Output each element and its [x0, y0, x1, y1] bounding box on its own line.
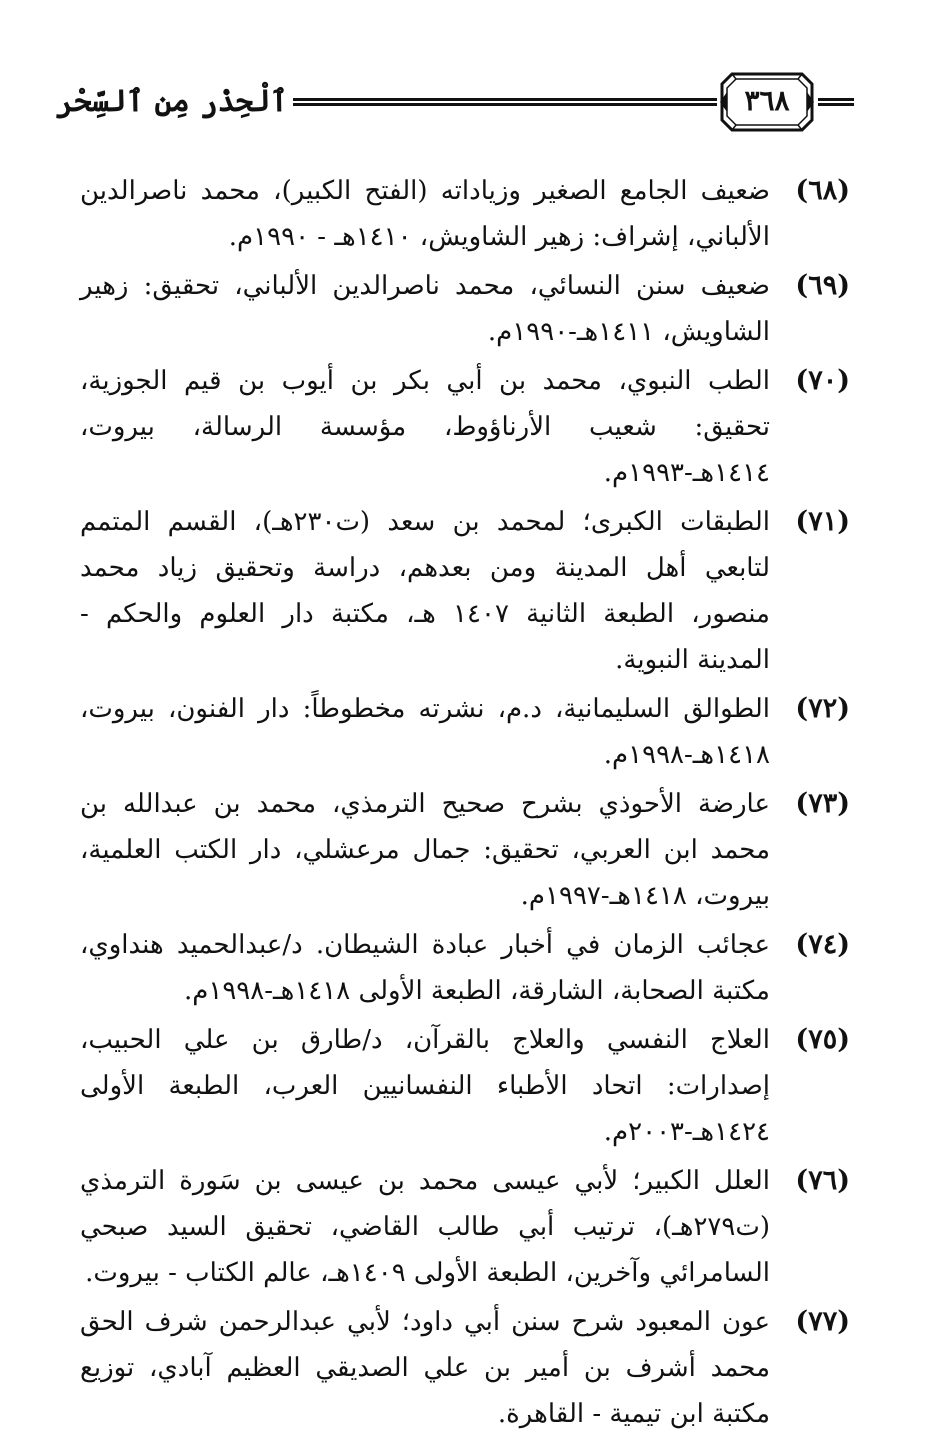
- entry-text: الطوالق السليمانية، د.م، نشرته مخطوطاً: دار الفنون، بيروت، ١٤١٨هـ-١٩٩٨م.: [80, 694, 770, 770]
- bibliography-entry: [80, 686, 850, 778]
- bibliography-entry: [80, 781, 850, 919]
- entry-number: (٧٢): [795, 693, 850, 724]
- entry-text: الطب النبوي، محمد بن أبي بكر بن أيوب بن قيم الجوزية، تحقيق: شعيب الأرناؤوط، مؤسسة الرسالة، بيروت، ١٤١٤هـ-١٩٩٣م.: [80, 366, 770, 488]
- entry-text: ضعيف سنن النسائي، محمد ناصرالدين الألباني، تحقيق: زهير الشاويش، ١٤١١هـ-١٩٩٠م.: [80, 271, 770, 347]
- book-title: ٱلْحِذْر مِن ٱلسِّحْر: [56, 84, 288, 119]
- running-header: [56, 70, 856, 134]
- entry-text: عجائب الزمان في أخبار عبادة الشيطان. د/عبدالحميد هنداوي، مكتبة الصحابة، الشارقة، الطبعة الأولى ١٤١٨هـ-١٩٩٨م.: [80, 930, 770, 1006]
- entry-number: (٧٧): [795, 1306, 850, 1337]
- bibliography-entry: [80, 168, 850, 260]
- bibliography-entry: [80, 1017, 850, 1155]
- header-rule-left: [293, 98, 717, 106]
- entry-text: عارضة الأحوذي بشرح صحيح الترمذي، محمد بن عبدالله بن محمد ابن العربي، تحقيق: جمال مرعشلي، دار الكتب العلمية، بيروت، ١٤١٨هـ-١٩٩٧م.: [80, 789, 770, 911]
- entry-number: (٦٩): [795, 270, 850, 301]
- header-rule-right: [818, 98, 854, 106]
- entry-text: العلاج النفسي والعلاج بالقرآن، د/طارق بن علي الحبيب، إصدارات: اتحاد الأطباء النفسانيين العرب، الطبعة الأولى ١٤٢٤هـ-٢٠٠٣م.: [80, 1025, 770, 1147]
- entry-text: ضعيف الجامع الصغير وزياداته (الفتح الكبير)، محمد ناصرالدين الألباني، إشراف: زهير الشاويش، ١٤١٠هـ - ١٩٩٠م.: [80, 176, 770, 252]
- page-number-frame: [718, 70, 816, 134]
- entry-number: (٧٣): [795, 788, 850, 819]
- entry-number: (٧٠): [795, 365, 850, 396]
- bibliography-list: [80, 168, 850, 1440]
- bibliography-entry: [80, 922, 850, 1014]
- entry-number: (٧١): [795, 506, 850, 537]
- bibliography-entry: [80, 1299, 850, 1437]
- entry-number: (٧٥): [795, 1024, 850, 1055]
- entry-text: العلل الكبير؛ لأبي عيسى محمد بن عيسى بن سَورة الترمذي (ت٢٧٩هـ)، ترتيب أبي طالب القاضي، تحقيق السيد صبحي السامرائي وآخرين، الطبعة الأولى ١٤٠٩هـ، عالم الكتاب - بيروت.: [80, 1166, 770, 1288]
- entry-text: الطبقات الكبرى؛ لمحمد بن سعد (ت٢٣٠هـ)، القسم المتمم لتابعي أهل المدينة ومن بعدهم، دراسة وتحقيق زياد محمد منصور، الطبعة الثانية ١٤٠٧ هـ، مكتبة دار العلوم والحكم - المدينة النبوية.: [80, 507, 770, 675]
- bibliography-entry: [80, 263, 850, 355]
- bibliography-entry: [80, 1158, 850, 1296]
- entry-number: (٧٤): [795, 929, 850, 960]
- page-number: ٣٦٨: [744, 84, 790, 117]
- entry-number: (٦٨): [795, 175, 850, 206]
- entry-text: عون المعبود شرح سنن أبي داود؛ لأبي عبدالرحمن شرف الحق محمد أشرف بن أمير بن علي الصديقي العظيم آبادي، توزيع مكتبة ابن تيمية - القاهرة.: [80, 1307, 770, 1429]
- bibliography-entry: [80, 358, 850, 496]
- entry-number: (٧٦): [795, 1165, 850, 1196]
- bibliography-entry: [80, 499, 850, 683]
